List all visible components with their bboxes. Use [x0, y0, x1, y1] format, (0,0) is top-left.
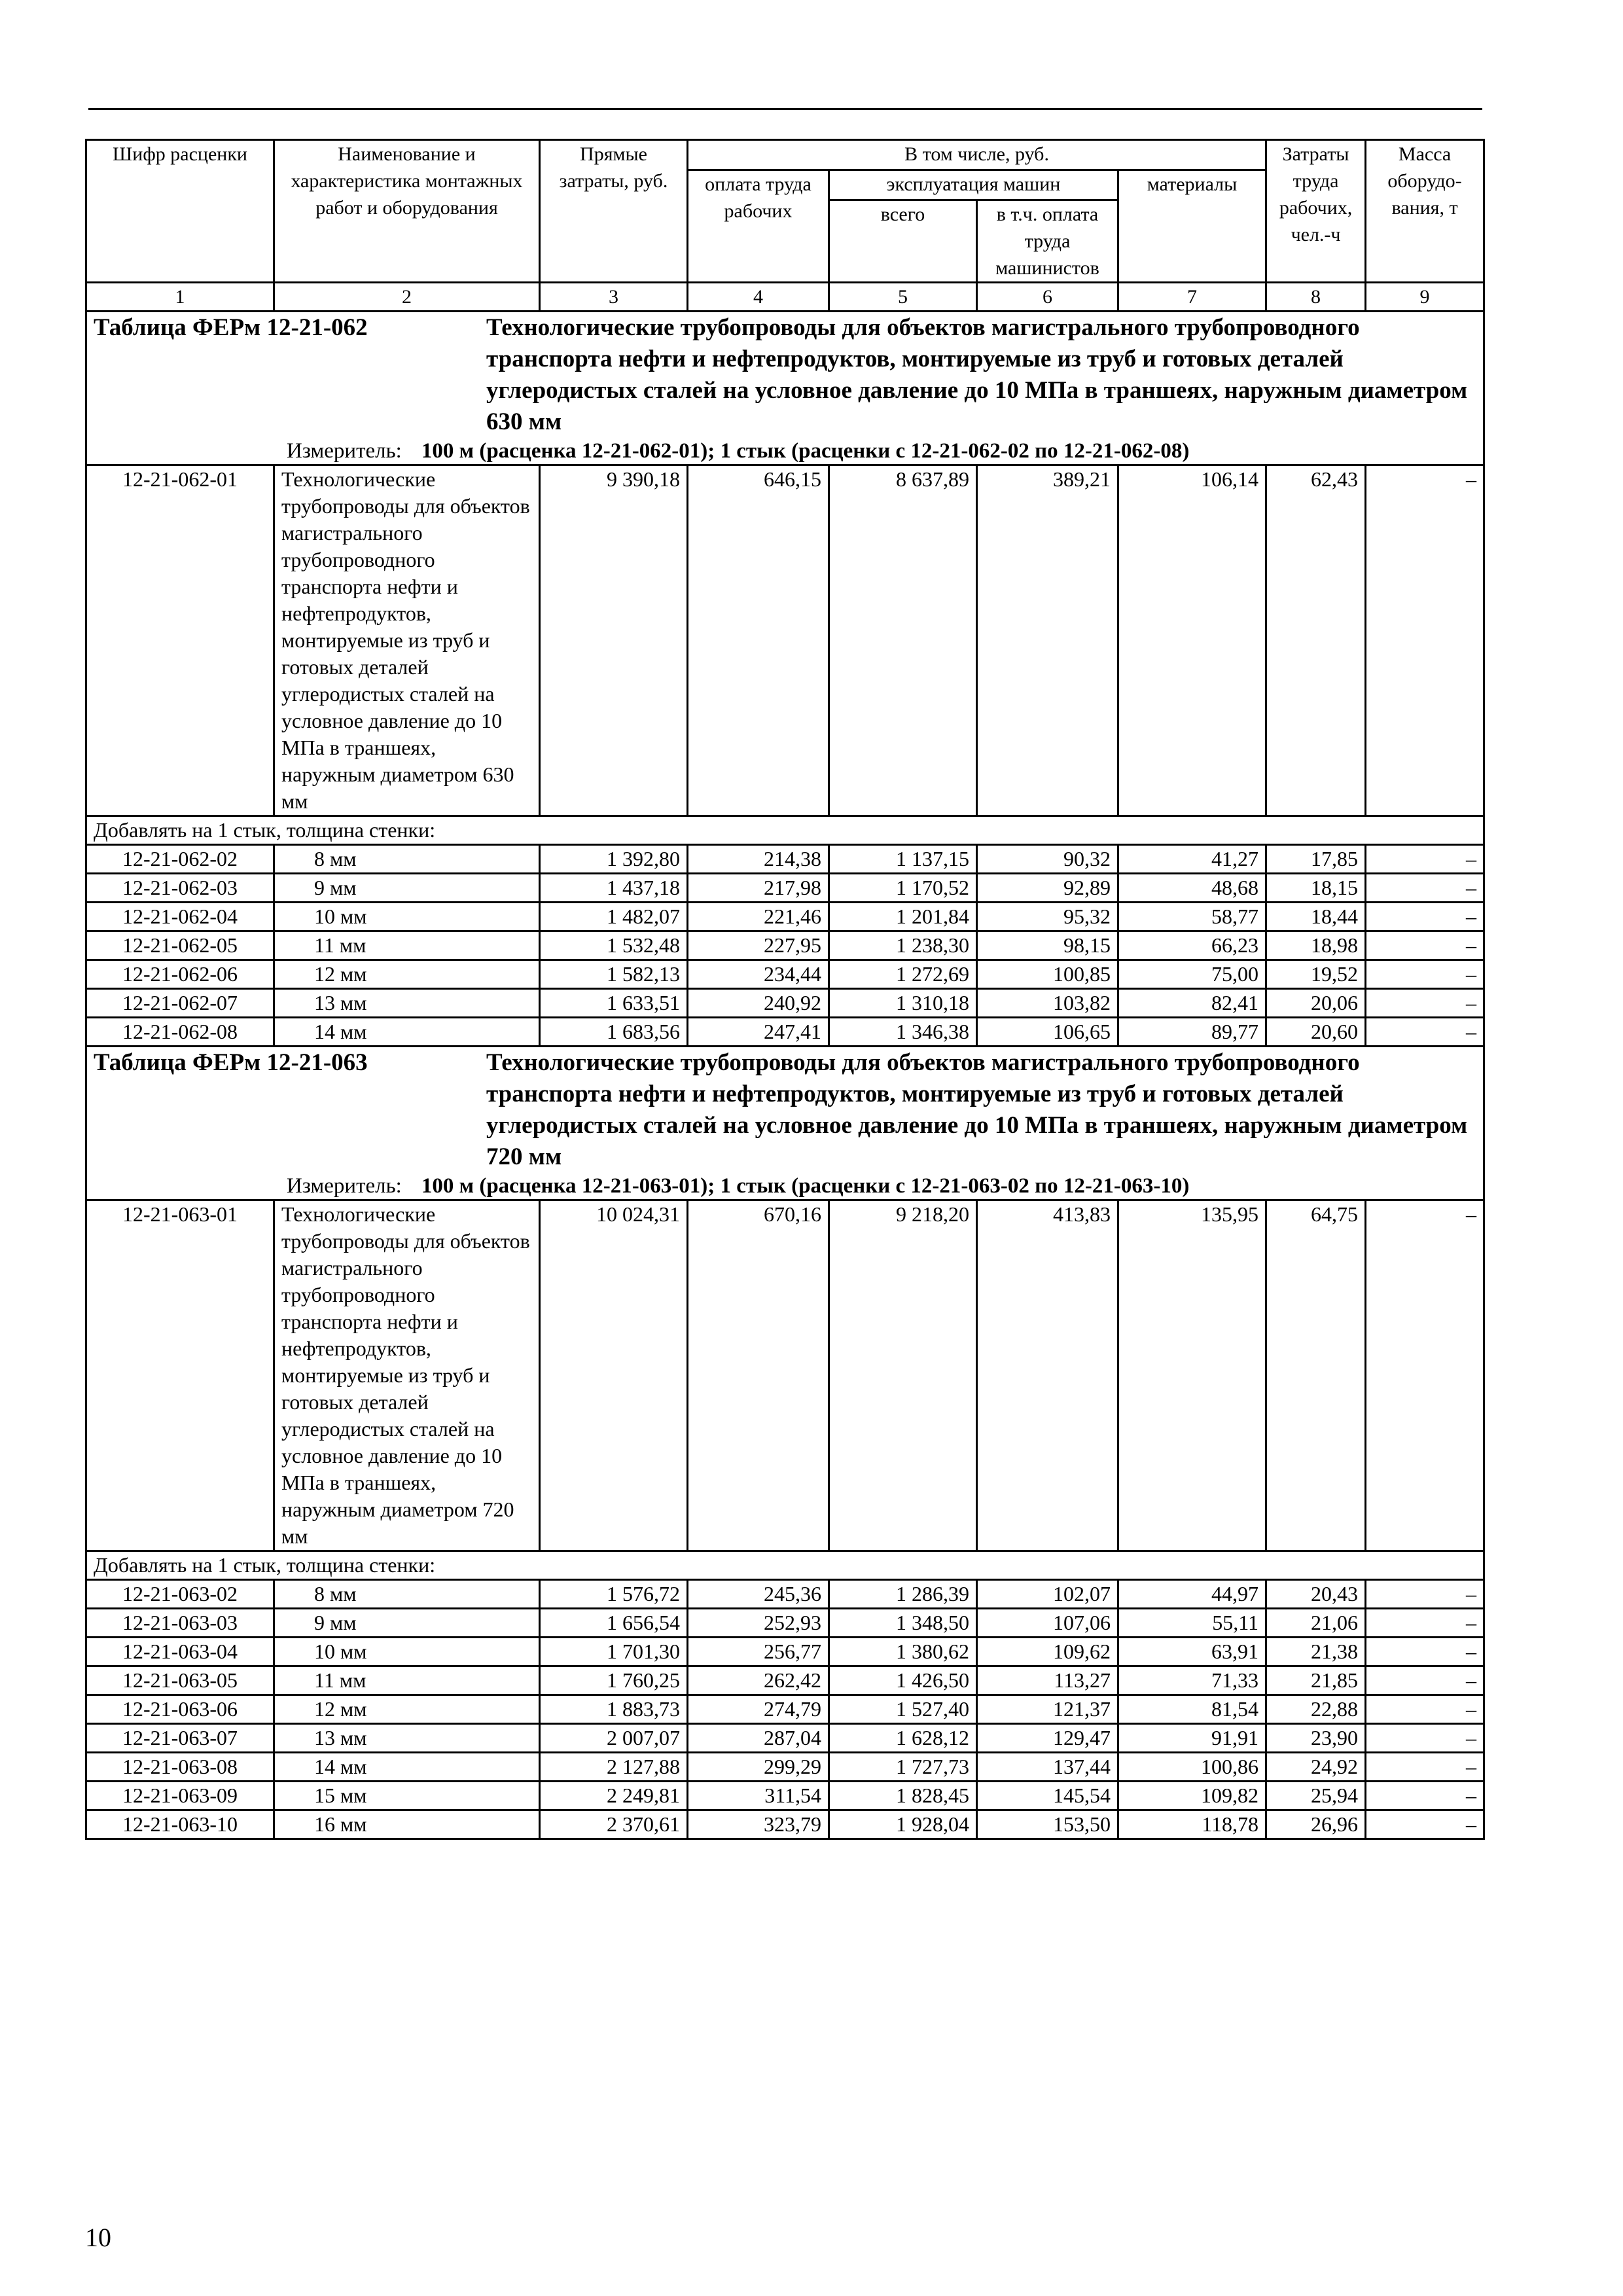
cell-code: 12-21-063-05	[86, 1666, 274, 1695]
cell-machines-total: 1 727,73	[829, 1753, 977, 1782]
cell-machinist-pay: 109,62	[977, 1638, 1118, 1666]
cell-code: 12-21-063-01	[86, 1200, 274, 1551]
add-label-row	[86, 1551, 1484, 1580]
table-row	[86, 465, 1484, 816]
cell-machines-total: 1 828,45	[829, 1782, 977, 1810]
cell-direct-cost: 1 482,07	[540, 903, 688, 931]
cell-labor-pay: 670,16	[688, 1200, 829, 1551]
section-title: Технологические трубопроводы для объектов магистрального трубопроводного транспорта нефти и нефтепродуктов, монтируемые из труб и готовых деталей углеродистых сталей на условное давление до 10 МПа в траншеях, наружным диаметром 630 мм	[486, 314, 1468, 435]
cell-materials: 75,00	[1118, 960, 1266, 989]
cell-machinist-pay: 92,89	[977, 874, 1118, 903]
cell-machinist-pay: 100,85	[977, 960, 1118, 989]
cell-equipment-mass: –	[1366, 989, 1484, 1018]
add-label: Добавлять на 1 стык, толщина стенки:	[86, 816, 1484, 845]
cell-materials: 118,78	[1118, 1810, 1266, 1839]
cell-labor-pay: 227,95	[688, 931, 829, 960]
header-machines: эксплуатация машин	[829, 170, 1118, 200]
cell-materials: 41,27	[1118, 845, 1266, 874]
cell-equipment-mass: –	[1366, 1724, 1484, 1753]
cell-materials: 135,95	[1118, 1200, 1266, 1551]
measure-value: 100 м (расценка 12-21-062-01); 1 стык (расценки с 12-21-062-02 по 12-21-062-08)	[421, 439, 1190, 463]
table-body	[86, 140, 1484, 1839]
cell-direct-cost: 1 576,72	[540, 1580, 688, 1609]
cell-code: 12-21-063-10	[86, 1810, 274, 1839]
cell-code: 12-21-062-07	[86, 989, 274, 1018]
cell-materials: 48,68	[1118, 874, 1266, 903]
cell-code: 12-21-062-04	[86, 903, 274, 931]
measure-label: Измеритель:	[287, 439, 402, 463]
table-row	[86, 1724, 1484, 1753]
column-number: 1	[86, 283, 274, 312]
cell-labor-hours: 25,94	[1266, 1782, 1366, 1810]
measure-label: Измеритель:	[287, 1174, 402, 1198]
cell-name: 12 мм	[274, 960, 540, 989]
cell-labor-pay: 245,36	[688, 1580, 829, 1609]
cell-code: 12-21-063-04	[86, 1638, 274, 1666]
header-labor-cost: Затраты труда рабочих, чел.-ч	[1266, 140, 1366, 283]
cell-name: 8 мм	[274, 845, 540, 874]
section-header	[86, 1047, 1484, 1200]
header-equipment-mass: Масса оборудо-вания, т	[1366, 140, 1484, 283]
cell-machinist-pay: 153,50	[977, 1810, 1118, 1839]
cell-name: 10 мм	[274, 903, 540, 931]
table-row	[86, 931, 1484, 960]
cell-name: 10 мм	[274, 1638, 540, 1666]
column-number: 2	[274, 283, 540, 312]
table-row	[86, 1018, 1484, 1047]
cell-direct-cost: 1 437,18	[540, 874, 688, 903]
cell-code: 12-21-063-07	[86, 1724, 274, 1753]
top-rule	[88, 108, 1482, 110]
cell-name: 9 мм	[274, 874, 540, 903]
cell-code: 12-21-062-02	[86, 845, 274, 874]
cell-labor-hours: 22,88	[1266, 1695, 1366, 1724]
cell-equipment-mass: –	[1366, 1666, 1484, 1695]
cell-labor-hours: 19,52	[1266, 960, 1366, 989]
cell-machines-total: 1 346,38	[829, 1018, 977, 1047]
table-row	[86, 1695, 1484, 1724]
cell-machinist-pay: 389,21	[977, 465, 1118, 816]
cell-equipment-mass: –	[1366, 1638, 1484, 1666]
cell-machinist-pay: 137,44	[977, 1753, 1118, 1782]
cell-labor-pay: 221,46	[688, 903, 829, 931]
cell-name: 14 мм	[274, 1753, 540, 1782]
cell-machinist-pay: 102,07	[977, 1580, 1118, 1609]
cell-equipment-mass: –	[1366, 845, 1484, 874]
cell-direct-cost: 1 883,73	[540, 1695, 688, 1724]
cell-labor-pay: 311,54	[688, 1782, 829, 1810]
cell-labor-hours: 20,06	[1266, 989, 1366, 1018]
cell-equipment-mass: –	[1366, 1580, 1484, 1609]
cell-labor-pay: 214,38	[688, 845, 829, 874]
column-number: 3	[540, 283, 688, 312]
cell-name: Технологические трубопроводы для объектов магистрального трубопроводного транспорта нефти и нефтепродуктов, монтируемые из труб и готовых деталей углеродистых сталей на условное давление до 10 МПа в траншеях, наружным диаметром 720 мм	[274, 1200, 540, 1551]
cell-machinist-pay: 129,47	[977, 1724, 1118, 1753]
cell-materials: 66,23	[1118, 931, 1266, 960]
table-row	[86, 903, 1484, 931]
cell-materials: 82,41	[1118, 989, 1266, 1018]
header-machinist-pay: в т.ч. оплата труда машинистов	[977, 200, 1118, 283]
header-code: Шифр расценки	[86, 140, 274, 283]
table-row	[86, 1782, 1484, 1810]
cell-labor-hours: 26,96	[1266, 1810, 1366, 1839]
cell-direct-cost: 1 633,51	[540, 989, 688, 1018]
cell-equipment-mass: –	[1366, 1200, 1484, 1551]
section-header-row	[86, 1047, 1484, 1200]
cell-direct-cost: 2 127,88	[540, 1753, 688, 1782]
cell-machines-total: 1 348,50	[829, 1609, 977, 1638]
cell-labor-pay: 323,79	[688, 1810, 829, 1839]
cell-direct-cost: 1 656,54	[540, 1609, 688, 1638]
column-number: 9	[1366, 283, 1484, 312]
cell-direct-cost: 1 392,80	[540, 845, 688, 874]
cell-machines-total: 9 218,20	[829, 1200, 977, 1551]
column-number: 8	[1266, 283, 1366, 312]
cell-materials: 106,14	[1118, 465, 1266, 816]
cell-direct-cost: 1 760,25	[540, 1666, 688, 1695]
table-row	[86, 845, 1484, 874]
cell-labor-pay: 256,77	[688, 1638, 829, 1666]
cell-machines-total: 1 628,12	[829, 1724, 977, 1753]
cell-materials: 71,33	[1118, 1666, 1266, 1695]
cell-code: 12-21-062-01	[86, 465, 274, 816]
cell-code: 12-21-063-02	[86, 1580, 274, 1609]
table-row	[86, 960, 1484, 989]
cell-materials: 81,54	[1118, 1695, 1266, 1724]
cell-machines-total: 1 201,84	[829, 903, 977, 931]
cell-direct-cost: 2 007,07	[540, 1724, 688, 1753]
cell-equipment-mass: –	[1366, 1753, 1484, 1782]
cell-labor-hours: 23,90	[1266, 1724, 1366, 1753]
table-row	[86, 1580, 1484, 1609]
cell-direct-cost: 9 390,18	[540, 465, 688, 816]
cell-machinist-pay: 121,37	[977, 1695, 1118, 1724]
cell-labor-hours: 64,75	[1266, 1200, 1366, 1551]
table-row	[86, 1810, 1484, 1839]
measure-value: 100 м (расценка 12-21-063-01); 1 стык (расценки с 12-21-063-02 по 12-21-063-10)	[421, 1174, 1190, 1198]
cell-machines-total: 1 238,30	[829, 931, 977, 960]
cell-equipment-mass: –	[1366, 1609, 1484, 1638]
cell-machines-total: 1 426,50	[829, 1666, 977, 1695]
cell-machines-total: 1 310,18	[829, 989, 977, 1018]
cell-equipment-mass: –	[1366, 1782, 1484, 1810]
cell-machinist-pay: 98,15	[977, 931, 1118, 960]
column-number: 7	[1118, 283, 1266, 312]
section-header-row	[86, 312, 1484, 465]
cell-labor-pay: 274,79	[688, 1695, 829, 1724]
cell-labor-pay: 240,92	[688, 989, 829, 1018]
cell-equipment-mass: –	[1366, 1810, 1484, 1839]
cell-code: 12-21-062-03	[86, 874, 274, 903]
section-measure	[94, 438, 1476, 464]
cell-machinist-pay: 106,65	[977, 1018, 1118, 1047]
cell-equipment-mass: –	[1366, 960, 1484, 989]
cell-labor-pay: 234,44	[688, 960, 829, 989]
cell-code: 12-21-062-08	[86, 1018, 274, 1047]
column-number: 6	[977, 283, 1118, 312]
cell-machinist-pay: 107,06	[977, 1609, 1118, 1638]
cell-labor-hours: 21,38	[1266, 1638, 1366, 1666]
cell-machines-total: 1 286,39	[829, 1580, 977, 1609]
cell-machines-total: 1 380,62	[829, 1638, 977, 1666]
cell-labor-hours: 18,15	[1266, 874, 1366, 903]
header-labor-pay: оплата труда рабочих	[688, 170, 829, 283]
header-direct: Прямые затраты, руб.	[540, 140, 688, 283]
table-row	[86, 1753, 1484, 1782]
cell-labor-hours: 21,06	[1266, 1609, 1366, 1638]
cell-machinist-pay: 90,32	[977, 845, 1118, 874]
cell-materials: 89,77	[1118, 1018, 1266, 1047]
cell-labor-hours: 20,60	[1266, 1018, 1366, 1047]
cell-machines-total: 1 137,15	[829, 845, 977, 874]
cell-labor-hours: 18,98	[1266, 931, 1366, 960]
section-code: Таблица ФЕРм 12-21-063	[94, 1049, 368, 1076]
cell-name: 14 мм	[274, 1018, 540, 1047]
cell-materials: 55,11	[1118, 1609, 1266, 1638]
cell-materials: 58,77	[1118, 903, 1266, 931]
add-label-row	[86, 816, 1484, 845]
cell-name: 11 мм	[274, 1666, 540, 1695]
table-row	[86, 1638, 1484, 1666]
cell-direct-cost: 1 701,30	[540, 1638, 688, 1666]
cell-direct-cost: 2 370,61	[540, 1810, 688, 1839]
table-row	[86, 1200, 1484, 1551]
cell-materials: 100,86	[1118, 1753, 1266, 1782]
cell-equipment-mass: –	[1366, 874, 1484, 903]
cell-name: Технологические трубопроводы для объектов магистрального трубопроводного транспорта нефти и нефтепродуктов, монтируемые из труб и готовых деталей углеродистых сталей на условное давление до 10 МПа в траншеях, наружным диаметром 630 мм	[274, 465, 540, 816]
add-label: Добавлять на 1 стык, толщина стенки:	[86, 1551, 1484, 1580]
cell-labor-hours: 21,85	[1266, 1666, 1366, 1695]
column-number: 4	[688, 283, 829, 312]
cell-materials: 44,97	[1118, 1580, 1266, 1609]
header-including: В том числе, руб.	[688, 140, 1266, 170]
cell-materials: 109,82	[1118, 1782, 1266, 1810]
cell-name: 8 мм	[274, 1580, 540, 1609]
cell-name: 16 мм	[274, 1810, 540, 1839]
cell-name: 15 мм	[274, 1782, 540, 1810]
table-row	[86, 1609, 1484, 1638]
header-machines-total: всего	[829, 200, 977, 283]
cell-labor-pay: 247,41	[688, 1018, 829, 1047]
cell-machinist-pay: 95,32	[977, 903, 1118, 931]
cell-labor-pay: 646,15	[688, 465, 829, 816]
cell-direct-cost: 10 024,31	[540, 1200, 688, 1551]
cell-name: 13 мм	[274, 1724, 540, 1753]
cell-labor-pay: 262,42	[688, 1666, 829, 1695]
cell-name: 13 мм	[274, 989, 540, 1018]
cell-machinist-pay: 413,83	[977, 1200, 1118, 1551]
header-row	[86, 140, 1484, 170]
header-name: Наименование и характеристика монтажных работ и оборудования	[274, 140, 540, 283]
cell-code: 12-21-063-06	[86, 1695, 274, 1724]
cell-labor-hours: 17,85	[1266, 845, 1366, 874]
cell-code: 12-21-063-08	[86, 1753, 274, 1782]
cell-labor-hours: 62,43	[1266, 465, 1366, 816]
cell-labor-pay: 252,93	[688, 1609, 829, 1638]
cell-equipment-mass: –	[1366, 465, 1484, 816]
cell-name: 9 мм	[274, 1609, 540, 1638]
cell-labor-hours: 18,44	[1266, 903, 1366, 931]
cell-machines-total: 1 527,40	[829, 1695, 977, 1724]
cell-labor-pay: 217,98	[688, 874, 829, 903]
cell-code: 12-21-063-09	[86, 1782, 274, 1810]
cell-name: 12 мм	[274, 1695, 540, 1724]
table-row	[86, 989, 1484, 1018]
cell-equipment-mass: –	[1366, 931, 1484, 960]
section-title: Технологические трубопроводы для объектов магистрального трубопроводного транспорта нефти и нефтепродуктов, монтируемые из труб и готовых деталей углеродистых сталей на условное давление до 10 МПа в траншеях, наружным диаметром 720 мм	[486, 1049, 1468, 1170]
cell-direct-cost: 1 582,13	[540, 960, 688, 989]
cell-code: 12-21-062-06	[86, 960, 274, 989]
cell-code: 12-21-062-05	[86, 931, 274, 960]
cell-machines-total: 8 637,89	[829, 465, 977, 816]
cell-machinist-pay: 145,54	[977, 1782, 1118, 1810]
cell-machinist-pay: 103,82	[977, 989, 1118, 1018]
cell-direct-cost: 2 249,81	[540, 1782, 688, 1810]
cell-direct-cost: 1 683,56	[540, 1018, 688, 1047]
column-number: 5	[829, 283, 977, 312]
section-header	[86, 312, 1484, 465]
cell-equipment-mass: –	[1366, 903, 1484, 931]
section-heading	[94, 312, 1476, 438]
cell-materials: 63,91	[1118, 1638, 1266, 1666]
table-row	[86, 1666, 1484, 1695]
cell-code: 12-21-063-03	[86, 1609, 274, 1638]
column-numbers-row	[86, 283, 1484, 312]
cell-equipment-mass: –	[1366, 1695, 1484, 1724]
cell-equipment-mass: –	[1366, 1018, 1484, 1047]
cell-machinist-pay: 113,27	[977, 1666, 1118, 1695]
section-heading	[94, 1047, 1476, 1173]
section-measure	[94, 1173, 1476, 1199]
table-row	[86, 874, 1484, 903]
section-code: Таблица ФЕРм 12-21-062	[94, 314, 368, 341]
cell-name: 11 мм	[274, 931, 540, 960]
cell-labor-pay: 299,29	[688, 1753, 829, 1782]
cell-labor-pay: 287,04	[688, 1724, 829, 1753]
cell-labor-hours: 24,92	[1266, 1753, 1366, 1782]
header-materials: материалы	[1118, 170, 1266, 283]
cell-materials: 91,91	[1118, 1724, 1266, 1753]
rates-table	[85, 139, 1485, 1840]
cell-machines-total: 1 170,52	[829, 874, 977, 903]
cell-machines-total: 1 928,04	[829, 1810, 977, 1839]
cell-labor-hours: 20,43	[1266, 1580, 1366, 1609]
page-number: 10	[85, 2223, 111, 2252]
cell-direct-cost: 1 532,48	[540, 931, 688, 960]
cell-machines-total: 1 272,69	[829, 960, 977, 989]
